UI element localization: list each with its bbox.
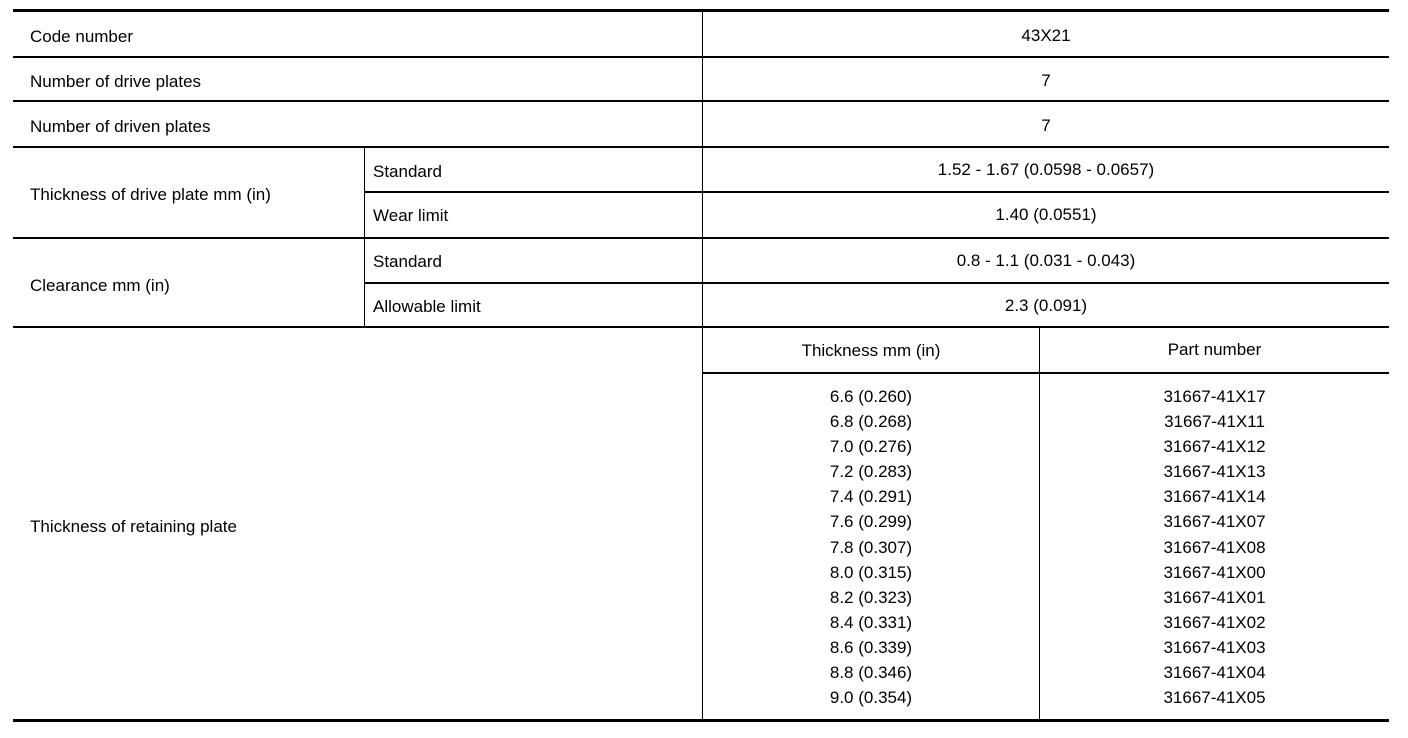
drive-plate-wear-limit-value: 1.40 (0.0551)	[995, 205, 1097, 224]
part-number-item: 31667-41X17	[1163, 387, 1266, 406]
drive-plate-standard-value: 1.52 - 1.67 (0.0598 - 0.0657)	[937, 160, 1155, 179]
row-divider	[13, 237, 1389, 239]
code-number-label: Code number	[30, 27, 134, 46]
part-number-item: 31667-41X00	[1163, 562, 1266, 582]
row-divider	[13, 146, 1389, 148]
clearance-standard-label: Standard	[373, 252, 442, 271]
part-number-item: 31667-41X08	[1163, 537, 1266, 557]
row-divider	[13, 56, 1389, 58]
table-top-border	[13, 9, 1389, 12]
part-number-list	[1040, 384, 1389, 710]
part-number-item: 31667-41X03	[1163, 637, 1266, 657]
retaining-plate-label: Thickness of retaining plate	[30, 517, 237, 536]
thickness-item: 8.4 (0.331)	[829, 612, 913, 632]
table-bottom-border	[13, 719, 1389, 722]
clearance-label: Clearance mm (in)	[30, 276, 170, 295]
column-divider	[364, 147, 365, 327]
thickness-item: 8.8 (0.346)	[829, 663, 913, 683]
part-number-item: 31667-41X07	[1163, 512, 1266, 532]
drive-plates-value: 7	[1041, 71, 1051, 90]
row-divider	[364, 191, 1389, 193]
thickness-item: 8.2 (0.323)	[829, 587, 913, 607]
part-number-item: 31667-41X01	[1163, 587, 1266, 607]
part-number-item: 31667-41X14	[1163, 487, 1266, 507]
thickness-item: 7.4 (0.291)	[829, 487, 913, 507]
driven-plates-label: Number of driven plates	[30, 117, 211, 136]
thickness-item: 6.8 (0.268)	[829, 412, 913, 432]
thickness-item: 7.8 (0.307)	[829, 537, 913, 557]
thickness-column-header: Thickness mm (in)	[801, 341, 941, 360]
row-divider	[13, 326, 1389, 328]
thickness-item: 7.6 (0.299)	[829, 512, 913, 532]
thickness-item: 8.6 (0.339)	[829, 637, 913, 657]
part-number-item: 31667-41X12	[1163, 437, 1266, 457]
part-number-column-header: Part number	[1167, 340, 1262, 359]
subheader-divider	[702, 372, 1389, 374]
clearance-allowable-limit-value: 2.3 (0.091)	[1004, 296, 1088, 315]
part-number-item: 31667-41X11	[1164, 412, 1265, 432]
thickness-item: 8.0 (0.315)	[829, 562, 913, 582]
drive-plates-label: Number of drive plates	[30, 72, 202, 91]
part-number-item: 31667-41X04	[1163, 663, 1266, 683]
driven-plates-value: 7	[1041, 116, 1051, 135]
clearance-allowable-limit-label: Allowable limit	[373, 297, 481, 316]
thickness-item: 9.0 (0.354)	[829, 688, 913, 708]
code-number-value: 43X21	[1021, 26, 1071, 45]
thickness-item: 7.0 (0.276)	[829, 437, 913, 457]
part-number-item: 31667-41X02	[1163, 612, 1266, 632]
row-divider	[13, 100, 1389, 102]
part-number-item: 31667-41X05	[1163, 688, 1266, 708]
thickness-item: 6.6 (0.260)	[829, 387, 913, 406]
row-divider	[364, 282, 1389, 284]
clearance-standard-value: 0.8 - 1.1 (0.031 - 0.043)	[956, 251, 1136, 270]
part-number-item: 31667-41X13	[1163, 462, 1266, 482]
thickness-item: 7.2 (0.283)	[829, 462, 913, 482]
drive-plate-thickness-label: Thickness of drive plate mm (in)	[30, 185, 271, 204]
drive-plate-wear-limit-label: Wear limit	[373, 206, 449, 225]
thickness-list	[703, 384, 1039, 710]
drive-plate-standard-label: Standard	[373, 162, 442, 181]
